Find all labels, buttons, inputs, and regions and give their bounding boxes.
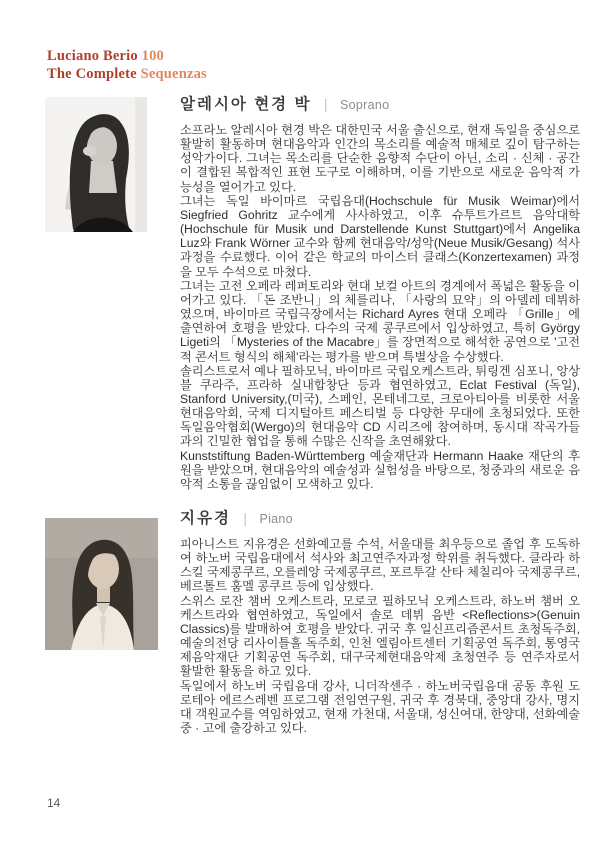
soprano-title bbox=[180, 92, 580, 114]
bio-paragraph: Kunststiftung Baden-Württemberg 예술재단과 Hermann Haake 재단의 후원을 받았으며, 현대음악의 예술성과 실험성을 바탕으로, 청중과의 새로운 음악적 소통을 끊임없이 모색하고 있다. bbox=[180, 448, 580, 491]
pianist-portrait-photo bbox=[45, 518, 158, 650]
bio-paragraph: 소프라노 알레시아 현경 박은 대한민국 서울 출신으로, 현재 독일을 중심으로 활발히 활동하며 현대음악과 인간의 목소리를 예술적 매체로 깊이 탐구하는 성악가이다. 그녀는 목소리를 단순한 음향적 수단이 아닌, 소리 · 신체 · 공간이 결합된 복합적인 표현 도구로 이해하며, 이를 기반으로 새로운 음악적 가능성을 열어가고 있다. bbox=[180, 123, 580, 194]
pianist-name: 지유경 bbox=[180, 510, 231, 527]
pianist-bio-text bbox=[180, 537, 580, 735]
soprano-bio-section bbox=[180, 92, 580, 491]
soprano-name: 알레시아 현경 박 bbox=[180, 96, 312, 113]
series-header bbox=[47, 48, 207, 83]
pianist-portrait-illustration bbox=[45, 518, 158, 650]
bio-paragraph: 스위스 로잔 챔버 오케스트라, 모로코 필하모닉 오케스트라, 하노버 챔버 오케스트라와 협연하였고, 독일에서 솔로 데뷔 음반 <Reflections>(Genuin Classics)를 발매하여 호평을 받았다. 귀국 후 일신프리즘콘서트 초청독주회, 예술의전당 리사이틀홀 독주회, 인천 엘림아트센터 기획공연 독주회, 통영국제음악재단 기획공연 독주회, 대구국제현대음악제 초청연주 등 연주자로서 활발한 활동을 하고 있다. bbox=[180, 593, 580, 679]
pianist-bio-section bbox=[180, 506, 580, 735]
soprano-role: Soprano bbox=[339, 98, 390, 112]
series-title-line1-number: 100 bbox=[141, 48, 164, 64]
series-title-line1 bbox=[47, 48, 207, 66]
title-separator: | bbox=[243, 510, 248, 526]
series-title-line1-main: Luciano Berio bbox=[47, 48, 138, 64]
soprano-portrait-illustration bbox=[45, 97, 147, 232]
bio-paragraph: 그녀는 독일 바이마르 국립음대(Hochschule für Musik Weimar)에서 Siegfried Gohritz 교수에게 사사하였고, 이후 슈투트가르트 음악대학(Hochschule für Musik und Darstellende Kunst Stuttgart)에서 Angelika Luz와 Frank Wörner 교수와 함께 현대음악/성악(Neue Musik/Gesang) 석사 과정을 수료했다. 이어 같은 학교의 마이스터 클래스(Konzertexamen) 과정을 모두 수석으로 마쳤다. bbox=[180, 193, 580, 279]
soprano-bio-text bbox=[180, 123, 580, 491]
bio-paragraph: 솔리스트로서 예나 필하모닉, 바이마르 국립오케스트라, 튀링겐 심포니, 앙상블 쿠라주, 프라하 실내합창단 등과 협연하였고, Eclat Festival (독일), Stanford University,(미국), 스페인, 몬테네그로, 크로아티아를 비롯한 서울 현대음악회, 국제 디지털아트 페스티벌 등 다양한 무대에 초청되었다. 또한 독일음악협회(Wergo)의 현대음악 CD 시리즈에 참여하며, 동시대 작곡가들과의 긴밀한 협업을 통해 수많은 신작을 초연해왔다. bbox=[180, 363, 580, 449]
pianist-title bbox=[180, 506, 580, 528]
title-separator: | bbox=[323, 96, 328, 112]
page-number: 14 bbox=[47, 796, 61, 810]
bio-paragraph: 그녀는 고전 오페라 레퍼토리와 현대 보컬 아트의 경계에서 폭넓은 활동을 이어가고 있다. 「돈 조반니」의 체를리나, 「사랑의 묘약」의 아델레 데뷔하였으며, 바이마르 국립극장에서는 Richard Ayres 현대 오페라 「Grille」에 출연하여 호평을 받았다. 다수의 국제 콩쿠르에서 입상하였고, 특히 György Ligeti의 「Mysteries of the Macabre」를 장면적으로 해석한 공연으로 '고전적 콘서트 형식의 해체'라는 평가를 받으며 특별상을 수상했다. bbox=[180, 278, 580, 364]
soprano-portrait-photo bbox=[45, 97, 147, 232]
series-title-line2-accent: Sequenzas bbox=[140, 65, 207, 82]
bio-paragraph: 독일에서 하노버 국립음대 강사, 니더작센주 · 하노버국립음대 공동 후원 도로테아 에르스레벤 프로그램 전임연구원, 귀국 후 경북대, 중앙대 강사, 명지대 객원교수를 역임하였고, 현재 가천대, 서울대, 성신여대, 한양대, 선화예술중 · 고에 출강하고 있다. bbox=[180, 678, 580, 736]
series-title-line2-main: The Complete bbox=[47, 65, 137, 82]
pianist-role: Piano bbox=[259, 512, 293, 526]
bio-paragraph: 피아니스트 지유경은 선화예고를 수석, 서울대를 최우등으로 졸업 후 도독하여 하노버 국립음대에서 석사와 최고연주자과정 학위를 취득했다. 클라라 하스킬 국제콩쿠르, 오를레앙 국제콩쿠르, 포르투갈 산타 체칠리아 국제콩쿠르, 베르톨트 훔멜 콩쿠르 등에 입상했다. bbox=[180, 537, 580, 594]
series-title-line2 bbox=[47, 66, 207, 84]
